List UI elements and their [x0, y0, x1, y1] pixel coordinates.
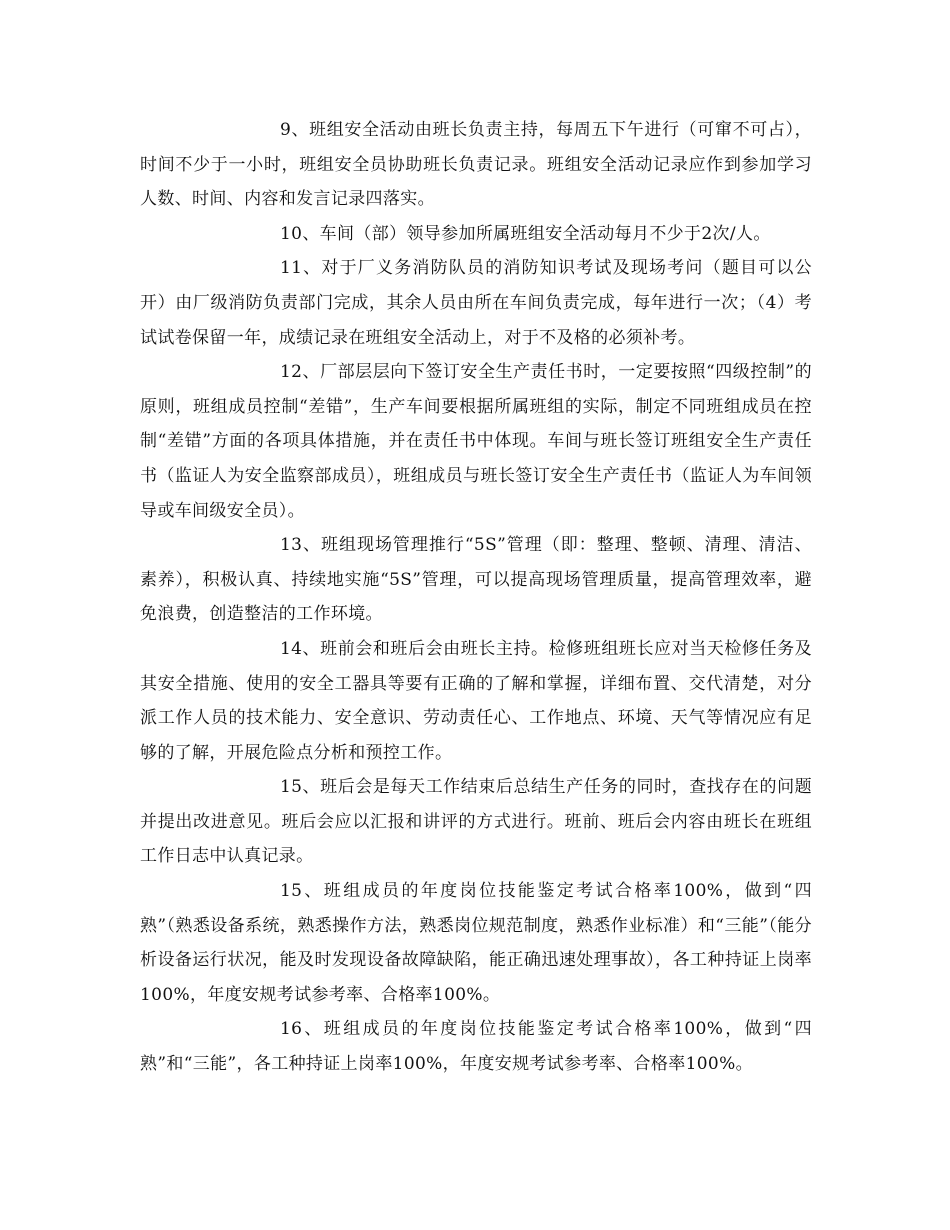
paragraph-item-10: 10、车间（部）领导参加所属班组安全活动每月不少于2次/人。	[280, 223, 771, 244]
paragraph-item-13: 13、班组现场管理推行“5S”管理（即：整理、整顿、清理、清洁、素养），积极认真、持续地实施“5S”管理，可以提高现场管理质量，提高管理效率，避免浪费，创造整洁的工作环境。	[140, 535, 812, 625]
paragraph-item-15b: 15、班组成员的年度岗位技能鉴定考试合格率100%，做到“四熟”（熟悉设备系统，熟悉操作方法，熟悉岗位规范制度，熟悉作业标准）和“三能”（能分析设备运行状况，能及时发现设备故障缺陷，能正确迅速处理事故），各工种持证上岗率100%，年度安规考试参考率、合格率100%。	[140, 881, 812, 1005]
document-body	[140, 113, 812, 1082]
paragraph-item-15a: 15、班后会是每天工作结束后总结生产任务的同时，查找存在的问题并提出改进意见。班后会应以汇报和讲评的方式进行。班前、班后会内容由班长在班组工作日志中认真记录。	[140, 777, 812, 867]
paragraph-item-9: 9、班组安全活动由班长负责主持，每周五下午进行（可窜不可占），时间不少于一小时，班组安全员协助班长负责记录。班组安全活动记录应作到参加学习人数、时间、内容和发言记录四落实。	[140, 120, 812, 210]
paragraph-item-14: 14、班前会和班后会由班长主持。检修班组班长应对当天检修任务及其安全措施、使用的安全工器具等要有正确的了解和掌握，详细布置、交代清楚，对分派工作人员的技术能力、安全意识、劳动责任心、工作地点、环境、天气等情况应有足够的了解，开展危险点分析和预控工作。	[140, 638, 812, 763]
paragraph-item-11: 11、对于厂义务消防队员的消防知识考试及现场考问（题目可以公开）由厂级消防负责部门完成，其余人员由所在车间负责完成，每年进行一次；（4）考试试卷保留一年，成绩记录在班组安全活动上，对于不及格的必须补考。	[140, 258, 812, 348]
paragraph-item-12: 12、厂部层层向下签订安全生产责任书时，一定要按照“四级控制”的原则，班组成员控制“差错”，生产车间要根据所属班组的实际，制定不同班组成员在控制“差错”方面的各项具体措施，并在责任书中体现。车间与班长签订班组安全生产责任书（监证人为安全监察部成员），班组成员与班长签订安全生产责任书（监证人为车间领导或车间级安全员）。	[140, 362, 812, 521]
paragraph-item-16: 16、班组成员的年度岗位技能鉴定考试合格率100%，做到“四熟”和“三能”，各工种持证上岗率100%，年度安规考试参考率、合格率100%。	[140, 1019, 812, 1075]
